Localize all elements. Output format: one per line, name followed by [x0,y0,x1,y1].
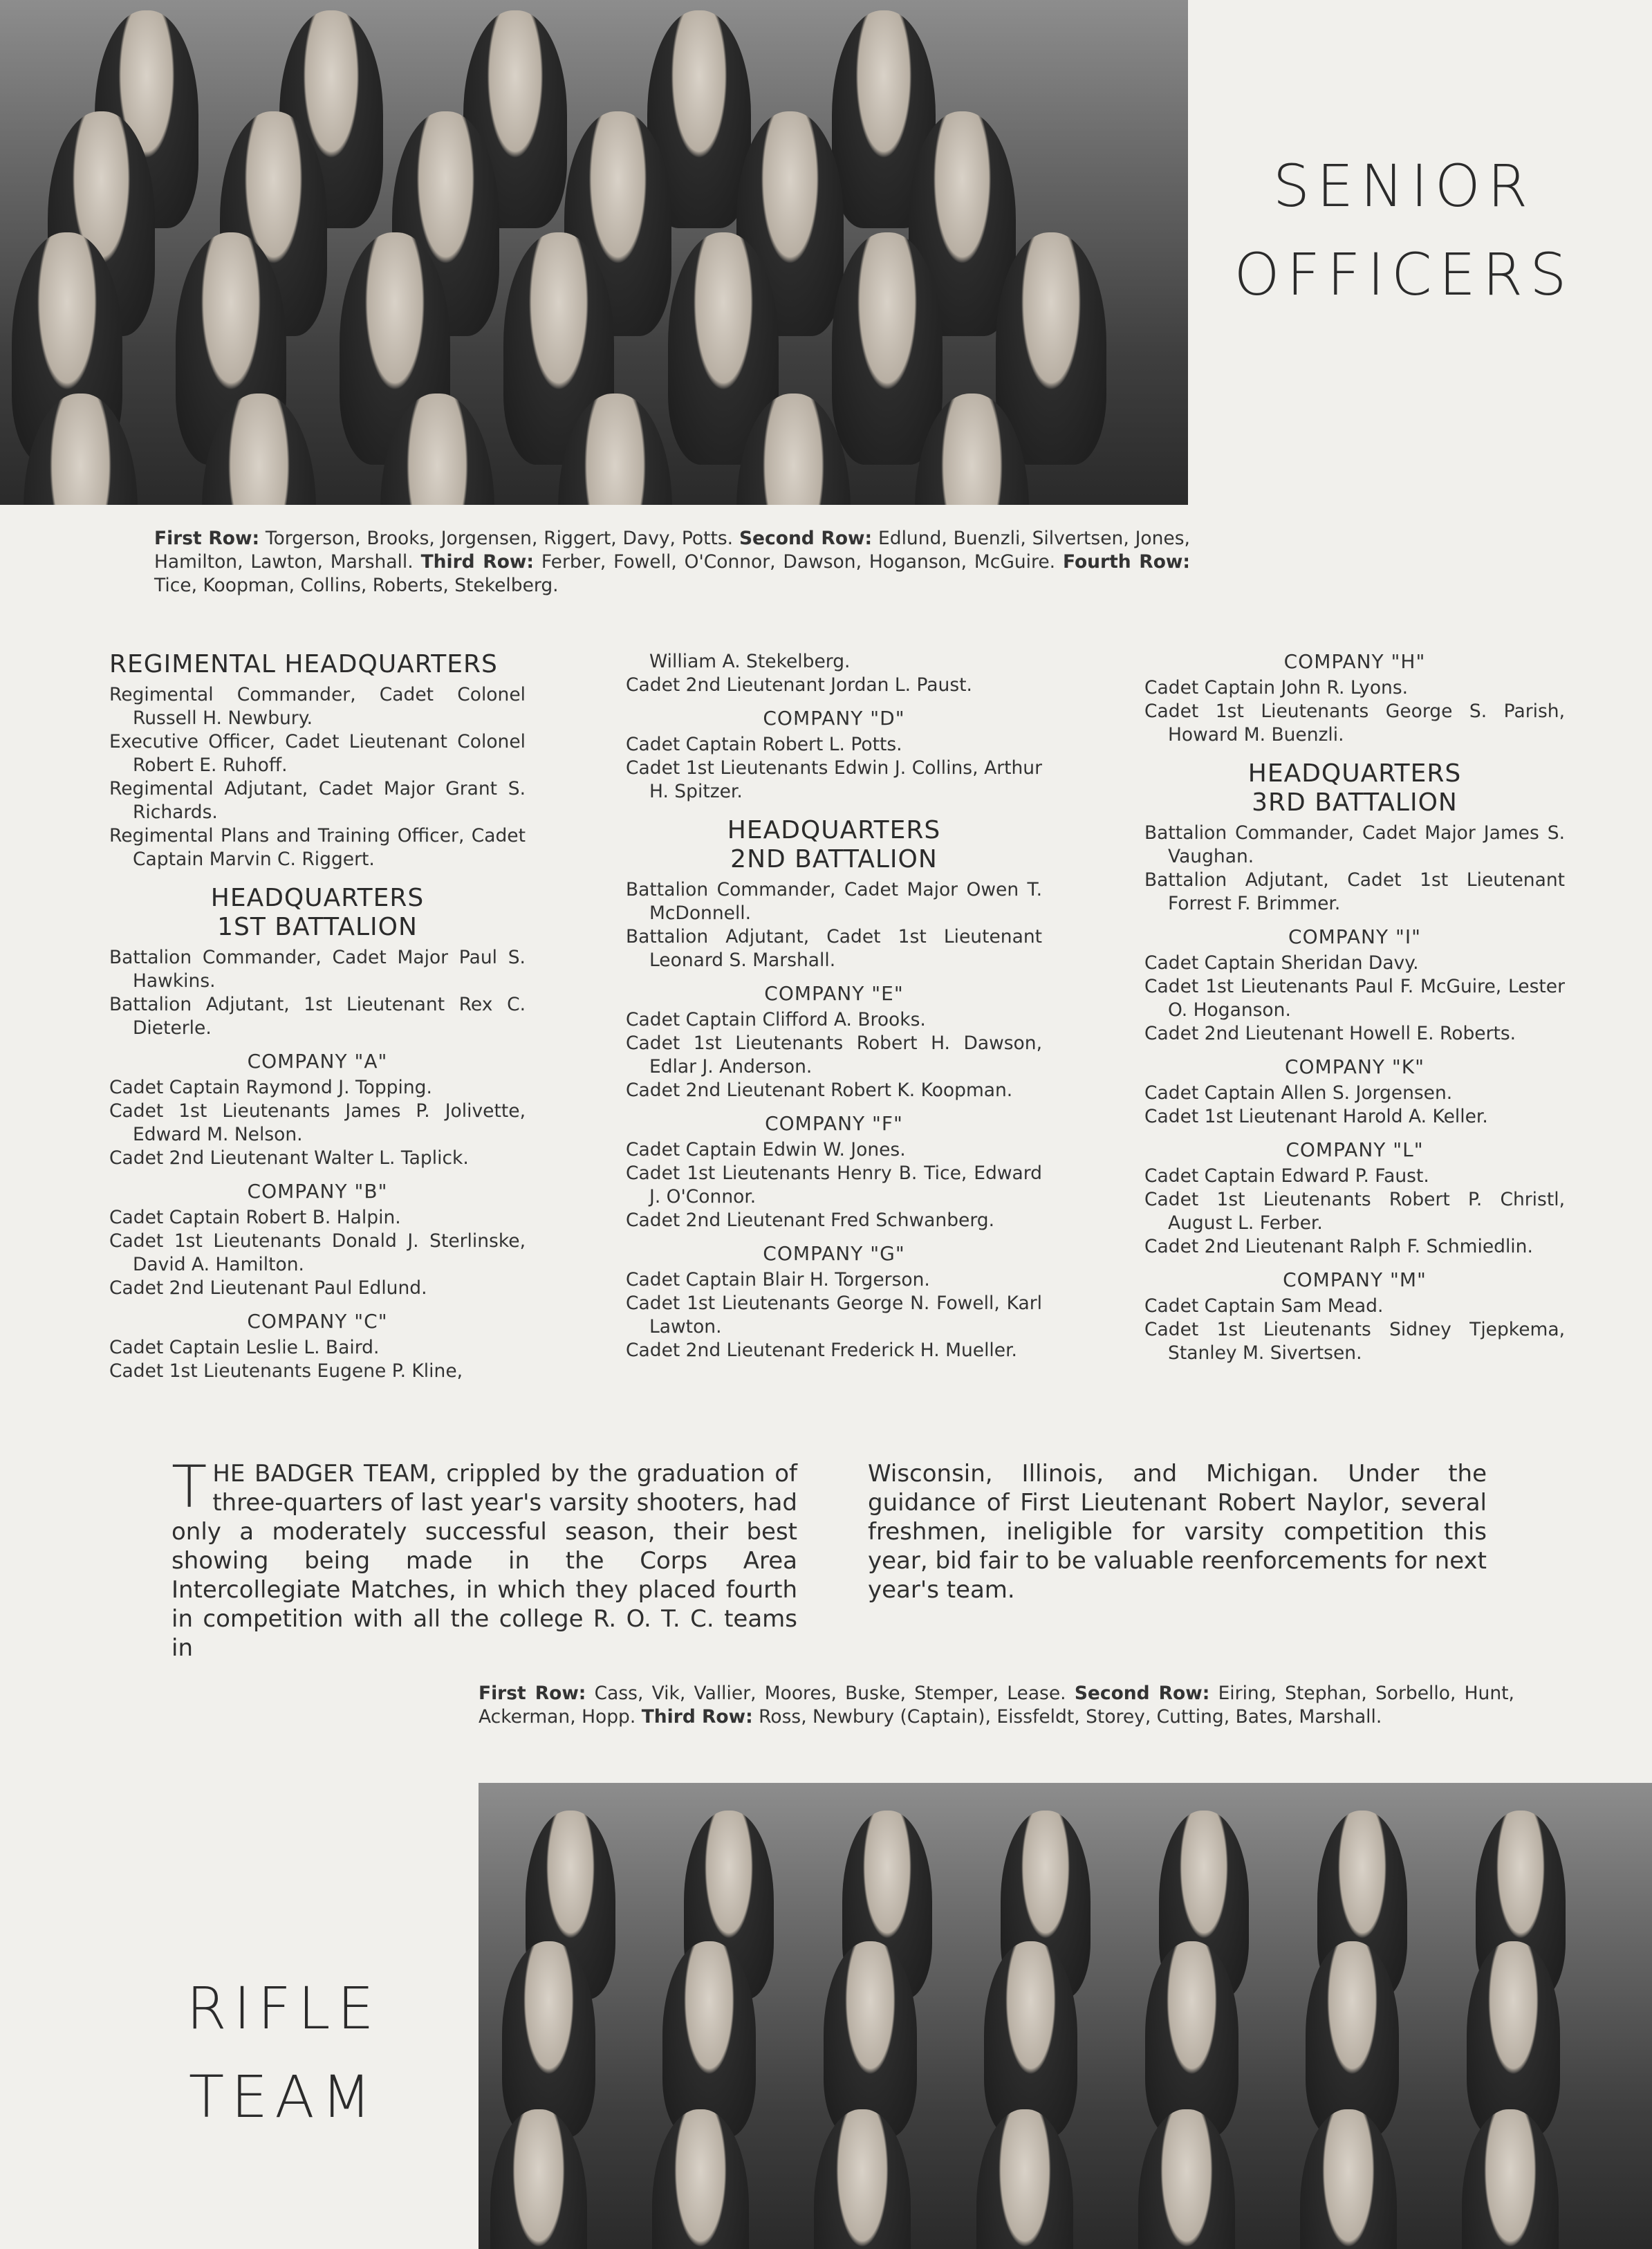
roster-entry: Cadet 2nd Lieutenant Fred Schwanberg. [626,1210,995,1231]
section-heading: HEADQUARTERS [210,884,425,912]
rifle-team-caption [479,1682,1514,1729]
row-names: Edlund, Buenzli, Silvertsen, Jones, Hamilton, Lawton, Marshall. [154,528,1190,573]
roster-entry: Cadet 2nd Lieutenant Ralph F. Schmiedlin. [1144,1236,1533,1257]
roster-entry: Regimental Plans and Training Officer, Cadet Captain Marvin C. Riggert. [109,825,526,870]
roster-entry: William A. Stekelberg. [649,651,851,672]
roster-entry: Cadet Captain Allen S. Jorgensen. [1144,1082,1453,1104]
photo-figure [1306,1941,1399,2138]
senior-officers-caption [154,527,1190,598]
row-label: Fourth Row: [1062,551,1190,573]
photo-figure [824,1941,917,2138]
photo-figure [502,1941,595,2138]
roster-entry: Cadet 1st Lieutenants George N. Fowell, Karl Lawton. [626,1293,1042,1338]
roster-entry: Battalion Commander, Cadet Major Paul S. Hawkins. [109,947,526,992]
senior-officers-photo [0,0,1188,505]
senior-officers-heading [1224,142,1584,319]
roster-entry: Cadet 1st Lieutenants Robert P. Christl, August L. Ferber. [1144,1189,1565,1234]
company-heading: COMPANY "C" [247,1310,388,1333]
roster-entry: Battalion Commander, Cadet Major James S. Vaughan. [1144,822,1565,867]
rifle-team-heading [166,1964,401,2141]
heading-line: RIFLE [186,1974,381,2042]
roster-entry: Battalion Adjutant, 1st Lieutenant Rex C. Dieterle. [109,994,526,1039]
roster-entry: Cadet Captain John R. Lyons. [1144,677,1409,698]
roster-entry: Cadet Captain Edward P. Faust. [1144,1165,1429,1187]
row-names: Eiring, Stephan, Sorbello, Hunt, Ackerman, Hopp. [479,1683,1514,1728]
section-heading: HEADQUARTERS [727,816,941,844]
photo-figure [1145,1941,1238,2138]
row-names: Tice, Koopman, Collins, Roberts, Stekelberg. [154,575,559,596]
roster-entry: Cadet Captain Edwin W. Jones. [626,1139,906,1160]
roster-entry: Cadet 1st Lieutenants Paul F. McGuire, Lester O. Hoganson. [1144,976,1565,1021]
roster-entry: Cadet 2nd Lieutenant Walter L. Taplick. [109,1147,469,1169]
roster-column-3 [1144,650,1565,1365]
roster-column-2 [626,650,1042,1362]
section-heading: REGIMENTAL HEADQUARTERS [109,650,498,678]
roster-entry: Cadet Captain Robert L. Potts. [626,734,902,755]
company-heading: COMPANY "D" [763,707,905,730]
row-names: Ferber, Fowell, O'Connor, Dawson, Hoganson, McGuire. [541,551,1056,573]
roster-entry: Cadet 2nd Lieutenant Frederick H. Mueller. [626,1340,1017,1361]
company-heading: COMPANY "F" [765,1112,903,1135]
article-text: HE BADGER TEAM, crippled by the graduation of three-quarters of last year's varsity shooters, had only a moderately successful season, their best showing being made in the Corps Area Intercollegiate Matches, in which they placed fourth in competition with all the college R. O. T. C. teams in [171,1460,797,1662]
article-text: Wisconsin, Illinois, and Michigan. Under the guidance of First Lieutenant Robert Naylor, several freshmen, ineligible for varsity competition this year, bid fair to be valuable reenforcements for next year's team. [868,1460,1487,1604]
roster-entry: Battalion Adjutant, Cadet 1st Lieutenant Forrest F. Brimmer. [1144,869,1565,914]
roster-entry: Cadet 1st Lieutenants Eugene P. Kline, [109,1360,463,1382]
row-label: Third Row: [641,1706,753,1728]
row-label: Second Row: [1074,1683,1210,1704]
roster-entry: Cadet Captain Leslie L. Baird. [109,1337,380,1358]
row-names: Cass, Vik, Vallier, Moores, Buske, Stemper, Lease. [594,1683,1066,1704]
roster-column-1 [109,650,526,1383]
section-heading: 1ST BATTALION [217,913,418,941]
roster-entry: Cadet 1st Lieutenant Harold A. Keller. [1144,1106,1488,1127]
company-heading: COMPANY "H" [1283,650,1426,673]
roster-entry: Cadet Captain Blair H. Torgerson. [626,1269,930,1290]
roster-entry: Cadet 1st Lieutenants George S. Parish, Howard M. Buenzli. [1144,701,1565,746]
drop-cap: T [171,1453,207,1521]
roster-entry: Executive Officer, Cadet Lieutenant Colonel Robert E. Ruhoff. [109,731,526,776]
photo-figure [1467,1941,1560,2138]
rifle-team-photo [479,1783,1652,2249]
roster-entry: Battalion Adjutant, Cadet 1st Lieutenant Leonard S. Marshall. [626,926,1042,971]
roster-entry: Cadet 1st Lieutenants Donald J. Sterlinske, David A. Hamilton. [109,1230,526,1275]
roster-entry: Cadet 1st Lieutenants Robert H. Dawson, Edlar J. Anderson. [626,1033,1042,1077]
roster-entry: Cadet 1st Lieutenants Sidney Tjepkema, Stanley M. Sivertsen. [1144,1319,1565,1364]
heading-line: OFFICERS [1234,241,1574,308]
row-label: Third Row: [420,551,534,573]
section-heading: 2ND BATTALION [730,845,938,873]
heading-line: TEAM [188,2063,379,2131]
company-heading: COMPANY "G" [763,1242,905,1265]
roster-entry: Cadet 2nd Lieutenant Jordan L. Paust. [626,674,972,696]
roster-entry: Battalion Commander, Cadet Major Owen T. McDonnell. [626,879,1042,924]
roster-entry: Cadet Captain Sam Mead. [1144,1295,1384,1317]
company-heading: COMPANY "L" [1286,1138,1424,1161]
roster-entry: Cadet 2nd Lieutenant Howell E. Roberts. [1144,1023,1516,1044]
row-label: Second Row: [739,528,873,549]
roster-entry: Regimental Commander, Cadet Colonel Russell H. Newbury. [109,684,526,729]
roster-entry: Cadet Captain Robert B. Halpin. [109,1207,401,1228]
roster-entry: Cadet 2nd Lieutenant Paul Edlund. [109,1277,427,1299]
roster-entry: Cadet 2nd Lieutenant Robert K. Koopman. [626,1080,1013,1101]
roster-entry: Regimental Adjutant, Cadet Major Grant S. Richards. [109,778,526,823]
photo-figure [984,1941,1077,2138]
roster-entry: Cadet Captain Clifford A. Brooks. [626,1009,926,1030]
company-heading: COMPANY "A" [247,1050,388,1073]
row-names: Ross, Newbury (Captain), Eissfeldt, Storey, Cutting, Bates, Marshall. [759,1706,1382,1728]
roster-entry: Cadet 1st Lieutenants Edwin J. Collins, Arthur H. Spitzer. [626,757,1042,802]
section-heading: 3RD BATTALION [1252,788,1458,817]
company-heading: COMPANY "E" [764,982,904,1005]
section-heading: HEADQUARTERS [1247,759,1462,788]
company-heading: COMPANY "B" [247,1180,388,1203]
rifle-team-article-left [171,1453,797,1663]
row-label: First Row: [154,528,260,549]
roster-entry: Cadet 1st Lieutenants Henry B. Tice, Edward J. O'Connor. [626,1163,1042,1207]
photo-figure [662,1941,756,2138]
heading-line: SENIOR [1272,152,1535,220]
company-heading: COMPANY "M" [1283,1268,1427,1291]
row-names: Torgerson, Brooks, Jorgensen, Riggert, Davy, Potts. [265,528,734,549]
company-heading: COMPANY "I" [1288,925,1421,948]
row-label: First Row: [479,1683,586,1704]
roster-entry: Cadet Captain Sheridan Davy. [1144,952,1419,974]
roster-entry: Cadet Captain Raymond J. Topping. [109,1077,432,1098]
company-heading: COMPANY "K" [1284,1055,1425,1078]
photo-figure [832,232,943,465]
roster-entry: Cadet 1st Lieutenants James P. Jolivette, Edward M. Nelson. [109,1100,526,1145]
rifle-team-article-right [868,1459,1487,1604]
